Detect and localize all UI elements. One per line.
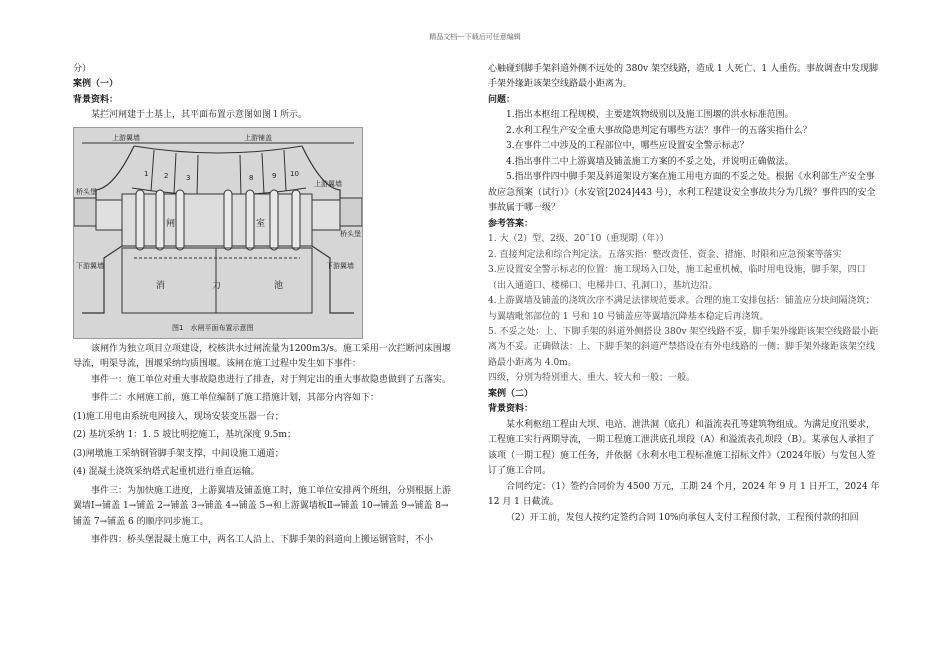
case-heading-1: 案例（一） [73, 79, 119, 90]
paragraph-event-4: 事件四：桥头堡混凝土施工中，两名工人沿上、下脚手架的斜道向上搬运钢管时，不小 [91, 535, 434, 546]
continuation-text: 分） [73, 64, 92, 74]
reference-answer-heading: 参考答案： [488, 218, 534, 229]
label-sluice-b: 室 [256, 218, 266, 229]
label-downstream-wing-left: 下游翼墙 [76, 261, 104, 270]
plan-item-1: (1)施工用电由系统电网接入，现场安装变压器一台； [73, 411, 284, 422]
question-2: 2.水利工程生产安全重大事故隐患判定有哪些方法？事件一的五落实指什么？ [506, 125, 812, 136]
background-heading: 背景资料： [73, 94, 119, 105]
sluice-layout-figure [73, 127, 363, 339]
label-panel-3: 3 [186, 173, 191, 182]
label-panel-8: 8 [249, 173, 254, 182]
label-upstream-wing-right: 上游翼墙 [314, 179, 342, 188]
answer-4: 4.上游翼墙及铺盖的浇筑次序不满足法律规范要求。合理的施工安排包括：铺盖应分块间隔浇筑；与翼墙毗邻部位的 1 号和 10 号铺盖应等翼墙沉降基本稳定后再浇筑。 [488, 296, 875, 322]
label-sluice-a: 闸 [166, 218, 176, 229]
label-panel-2: 2 [164, 171, 169, 180]
label-upstream-apron: 上游铺盖 [244, 133, 272, 142]
question-5: 5.指出事件四中脚手架及斜道架设方案在施工用电方面的不妥之处。根据《水利部生产安全事故应急预案（试行）》（水安管[2024]443 号），水利工程建设安全事故共分为几级？事件四的安全事故属于哪一级？ [488, 172, 876, 214]
paragraph-event-3: 事件三：为加快施工进度，上游翼墙及铺盖施工时，施工单位安排两个班组，分别根据上游翼墙Ⅰ→铺盖 1→铺盖 2→铺盖 3→铺盖 4→铺盖 5→和上游翼墙板Ⅱ→铺盖 10→铺盖 9→铺盖 8→铺盖 7→铺盖 6 的顺序同步施工。 [73, 485, 452, 527]
label-downstream-wing-right: 下游翼墙 [326, 261, 354, 270]
label-bridge-pier-right: 桥头堡 [340, 229, 361, 238]
label-panel-10: 10 [290, 169, 299, 178]
background-heading-2: 背景资料： [488, 404, 534, 415]
sluice-layout-drawing [74, 128, 362, 338]
answer-1: 1. 大（2）型、2级、20¯10（重现期（年）） [488, 234, 669, 245]
questions-heading: 问题： [488, 94, 516, 105]
label-pool-a: 消 [156, 280, 166, 291]
plan-item-2: (2) 基坑采纳 1：1. 5 坡比明挖施工，基坑深度 9.5m； [73, 430, 296, 441]
plan-item-4: (4) 混凝土浇筑采纳塔式起重机进行垂直运输。 [73, 467, 260, 478]
label-pool-c: 池 [274, 280, 284, 291]
paragraph-event-2: 事件二：水闸施工前，施工单位编制了施工措施计划，其部分内容如下： [91, 393, 380, 404]
answer-2: 2. 直接判定法和综合判定法。五落实指：整改责任、资金、措施、时限和应急预案等落实 [488, 249, 842, 260]
case-2-paragraph-2: 合同约定：（1）签约合同价为 4500 万元，工期 24 个月，2024 年 9 月 1 日开工，2024 年 12 月 1 日截流。 [488, 481, 880, 508]
event-4-continuation: 心触碰到脚手架斜道外侧不远处的 380v 架空线路，造成 1 人死亡、1 人重伤。事故调查中发现脚手架外缘距该架空线路最小距离为。 [488, 64, 879, 90]
question-4: 4.指出事件二中上游翼墙及铺盖施工方案的不妥之处，并说明正确做法。 [506, 156, 794, 167]
answer-5: 5. 不妥之处：上、下脚手架的斜道外侧搭设 380v 架空线路不妥，脚手架外缘距该架空线路最小距离为不妥。正确做法：上、下脚手架的斜道严禁搭设在有外电线路的一侧；脚手架外缘距该架空线路最小距离为 4.0m。 [488, 326, 879, 368]
left-column [73, 62, 455, 549]
intro-paragraph: 某拦河闸建于土基上，其平面布置示意图如图１所示。 [91, 110, 308, 121]
page-header: 精品文档---下载后可任意编辑 [429, 33, 521, 41]
label-upstream-wing: 上游翼墙 [112, 133, 140, 142]
case-2-paragraph-3: （2）开工前，发包人按约定签约合同 10%向承包人支付工程预付款，工程预付款的扣回 [506, 512, 859, 523]
label-panel-9: 9 [272, 171, 277, 180]
answer-6: 四级，分别为特别重大、重大、较大和一般；一般。 [488, 373, 696, 384]
case-2-paragraph-1: 某水利枢纽工程由大坝、电站、泄洪洞（底孔）和溢流表孔等建筑物组成。为满足度汛要求，工程施工实行两期导流，一期工程施工泄洪底孔坝段（A）和溢流表孔坝段（B）。某承包人承担了该项（一期工程）施工任务，并依据《水利水电工程标准施工招标文件》（2024年版）与发包人签订了施工合同。 [488, 419, 876, 477]
label-bridge-pier-left: 桥头堡 [76, 187, 97, 196]
plan-item-3: (3)闸墩施工采纳钢管脚手架支撑，中间设施工通道； [73, 448, 284, 459]
figure-caption: 图1 水闸平面布置示意图 [172, 323, 254, 332]
label-panel-1: 1 [144, 169, 149, 178]
answer-3: 3.应设置安全警示标志的位置：施工现场入口处，施工起重机械，临时用电设施，脚手架，四口（出入通道口、楼梯口、电梯井口、孔洞口），基坑边沿。 [488, 265, 866, 291]
label-pool-b: 力 [212, 280, 222, 291]
paragraph-project: 该闸作为独立项目立项建设，校核洪水过闸流量为1200m3/s。施工采用一次拦断河床围堰导流，明渠导流，围堰采纳均质围堰。该闸在施工过程中发生如下事件： [73, 343, 451, 370]
question-3: 3.在事件二中涉及的工程部位中，哪些应设置安全警示标志？ [506, 141, 749, 152]
right-column [488, 62, 880, 526]
question-1: 1.指出本枢纽工程规模、主要建筑物级别以及施工围堰的洪水标准范围。 [506, 110, 794, 121]
case-heading-2: 案例（二） [488, 388, 534, 399]
paragraph-event-1: 事件一：施工单位对重大事故隐患进行了排查，对于判定出的重大事故隐患做到了五落实。 [91, 374, 452, 385]
